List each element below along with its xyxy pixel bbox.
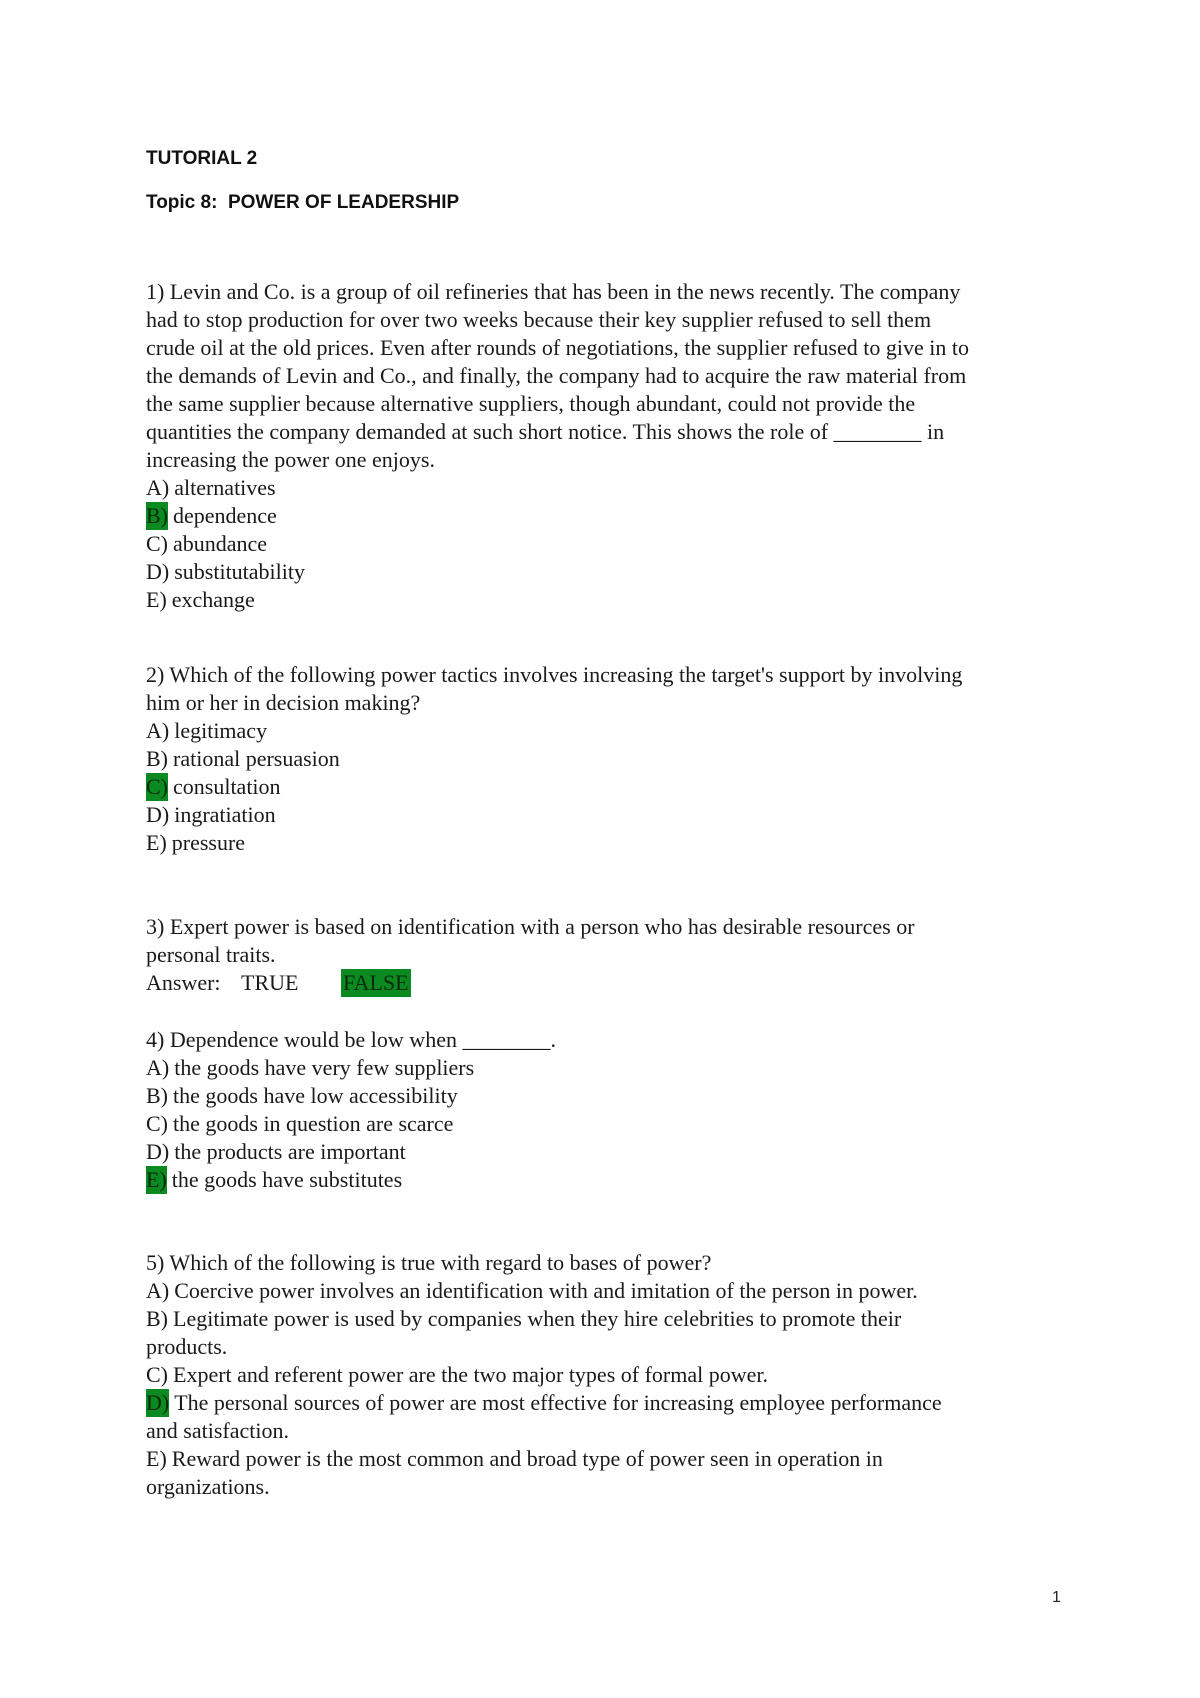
answer-option <box>146 1138 1106 1166</box>
option-text: alternatives <box>174 475 276 500</box>
option-text: the goods in question are scarce <box>173 1111 454 1136</box>
answer-option <box>146 474 1106 502</box>
option-text: Legitimate power is used by companies when they hire celebrities to promote their <box>173 1306 902 1331</box>
question-stem-line: him or her in decision making? <box>146 690 421 715</box>
answer-choice-false: FALSE <box>343 970 409 995</box>
option-label: B) <box>146 1083 168 1108</box>
option-label: C) <box>146 531 168 556</box>
option-text: Expert and referent power are the two major types of formal power. <box>173 1362 768 1387</box>
question-2 <box>146 661 1106 857</box>
answer-option <box>146 1054 1106 1082</box>
question-5 <box>146 1249 1106 1501</box>
option-text: exchange <box>171 587 255 612</box>
option-label: D) <box>146 1139 170 1164</box>
option-label: B) <box>146 1306 168 1331</box>
answer-option <box>146 1082 1106 1110</box>
answer-option <box>146 502 1106 530</box>
option-label: E) <box>146 1167 167 1192</box>
question-stem-line: quantities the company demanded at such short notice. This shows the role of ________ in <box>146 419 945 444</box>
option-text: abundance <box>173 531 268 556</box>
option-continuation: and satisfaction. <box>146 1418 289 1443</box>
question-stem-line: increasing the power one enjoys. <box>146 447 435 472</box>
option-label: A) <box>146 1278 170 1303</box>
answer-option <box>146 1277 1106 1305</box>
question-stem-line: the same supplier because alternative suppliers, though abundant, could not provide the <box>146 391 916 416</box>
question-stem-line: 1) Levin and Co. is a group of oil refineries that has been in the news recently. The company <box>146 279 961 304</box>
option-label: A) <box>146 475 170 500</box>
option-text: dependence <box>173 503 277 528</box>
answer-option <box>146 1110 1106 1138</box>
option-text: the goods have very few suppliers <box>174 1055 475 1080</box>
option-text: consultation <box>173 774 281 799</box>
question-4 <box>146 1026 1106 1194</box>
option-label: A) <box>146 1055 170 1080</box>
option-text: the goods have low accessibility <box>173 1083 458 1108</box>
option-label: E) <box>146 587 167 612</box>
answer-option <box>146 1361 1106 1389</box>
answer-option <box>146 530 1106 558</box>
topic-heading: Topic 8: POWER OF LEADERSHIP <box>146 192 460 213</box>
option-text: The personal sources of power are most effective for increasing employee performance <box>174 1390 942 1415</box>
option-text: Reward power is the most common and broad type of power seen in operation in <box>171 1446 883 1471</box>
question-stem-line: had to stop production for over two weeks because their key supplier refused to sell them <box>146 307 932 332</box>
option-text: ingratiation <box>174 802 276 827</box>
answer-option <box>146 1305 1106 1333</box>
question-stem-line: 3) Expert power is based on identification with a person who has desirable resources or <box>146 914 915 939</box>
option-text: pressure <box>171 830 246 855</box>
option-text: the products are important <box>174 1139 406 1164</box>
option-label: D) <box>146 559 170 584</box>
answer-option <box>146 1445 1106 1473</box>
question-stem-line: crude oil at the old prices. Even after rounds of negotiations, the supplier refused to give in to <box>146 335 969 360</box>
question-stem-line: the demands of Levin and Co., and finally, the company had to acquire the raw material from <box>146 363 967 388</box>
option-label: A) <box>146 718 170 743</box>
question-stem-line: 2) Which of the following power tactics involves increasing the target's support by involving <box>146 662 963 687</box>
true-false-answer <box>146 969 1106 997</box>
answer-option <box>146 1166 1106 1194</box>
question-stem-line: 4) Dependence would be low when ________. <box>146 1027 556 1052</box>
answer-option <box>146 745 1106 773</box>
option-continuation: organizations. <box>146 1474 270 1499</box>
question-stem-line: personal traits. <box>146 942 276 967</box>
answer-option <box>146 829 1106 857</box>
answer-option <box>146 558 1106 586</box>
question-1 <box>146 278 1106 614</box>
option-label: B) <box>146 503 168 528</box>
document-title: TUTORIAL 2 <box>146 148 258 169</box>
option-label: D) <box>146 802 170 827</box>
answer-option <box>146 717 1106 745</box>
option-label: C) <box>146 774 168 799</box>
answer-option <box>146 1389 1106 1417</box>
option-text: the goods have substitutes <box>171 1167 403 1192</box>
question-3 <box>146 913 1106 997</box>
answer-label: Answer: <box>146 970 221 995</box>
option-text: rational persuasion <box>173 746 340 771</box>
page-number: 1 <box>1052 1589 1061 1606</box>
option-label: D) <box>146 1390 170 1415</box>
option-label: B) <box>146 746 168 771</box>
option-label: E) <box>146 1446 167 1471</box>
option-text: legitimacy <box>174 718 268 743</box>
answer-option <box>146 801 1106 829</box>
answer-choice-true: TRUE <box>241 970 299 995</box>
question-stem-line: 5) Which of the following is true with regard to bases of power? <box>146 1250 712 1275</box>
option-label: C) <box>146 1111 168 1136</box>
option-text: substitutability <box>174 559 306 584</box>
answer-option <box>146 586 1106 614</box>
option-label: C) <box>146 1362 168 1387</box>
option-text: Coercive power involves an identification with and imitation of the person in power. <box>174 1278 918 1303</box>
answer-option <box>146 773 1106 801</box>
option-continuation: products. <box>146 1334 228 1359</box>
option-label: E) <box>146 830 167 855</box>
